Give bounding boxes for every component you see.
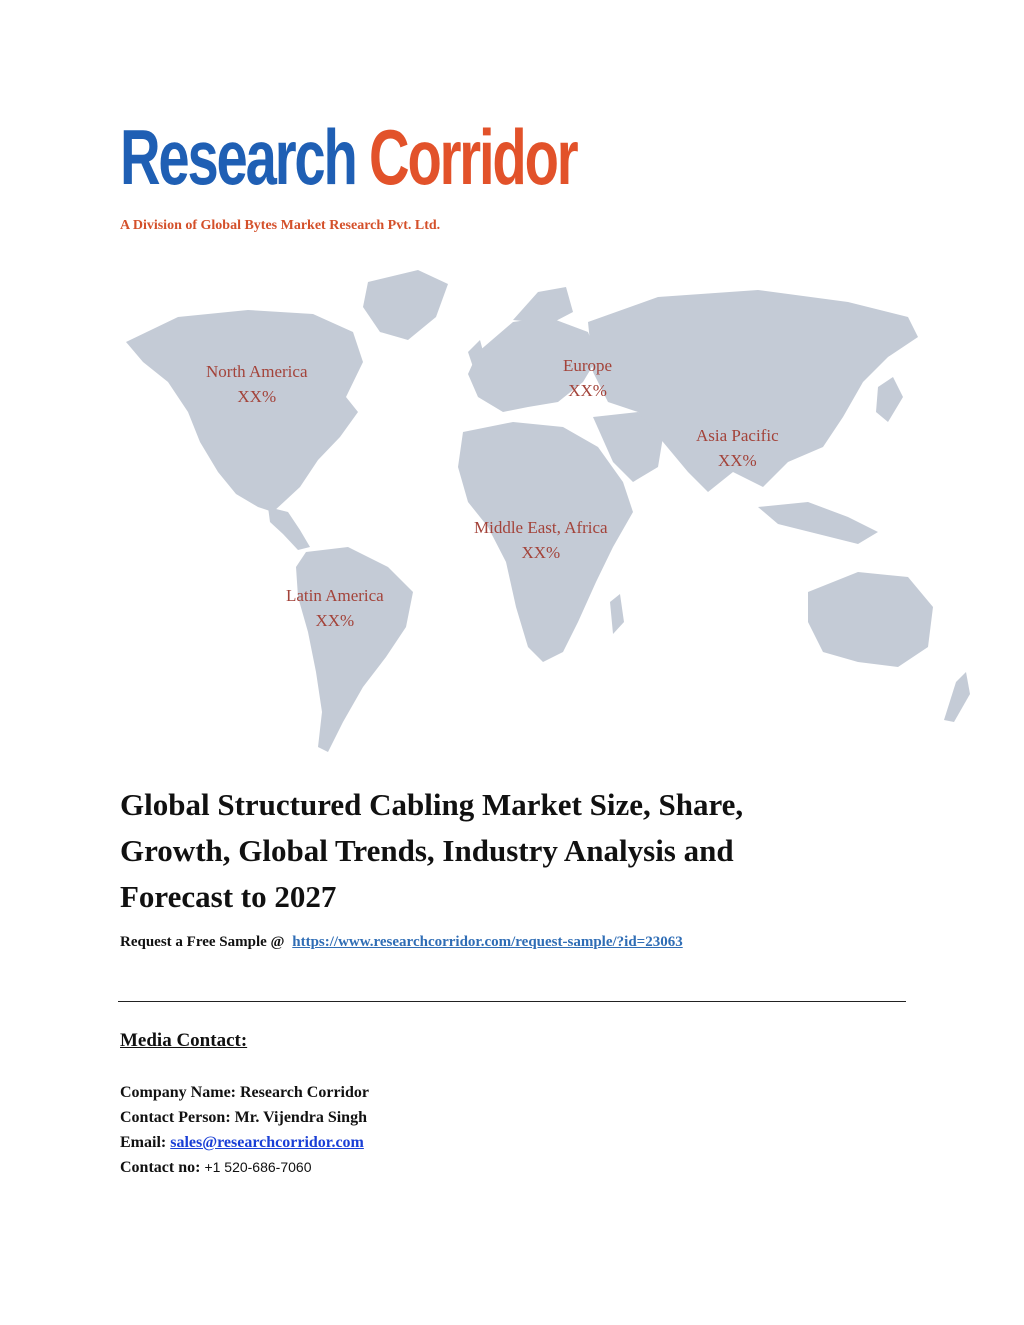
sample-request-link[interactable]: https://www.researchcorridor.com/request-sample/?id=23063 (292, 934, 683, 950)
logo-tagline: A Division of Global Bytes Market Research Pvt. Ltd. (120, 218, 441, 233)
email-link[interactable]: sales@researchcorridor.com (170, 1134, 364, 1151)
company-name-row (120, 1080, 369, 1105)
region-middle-east-africa (474, 516, 608, 565)
contact-person-row (120, 1105, 369, 1130)
region-name: Europe (563, 356, 613, 375)
region-europe (563, 354, 612, 403)
contact-person-value: Mr. Vijendra Singh (234, 1109, 367, 1126)
free-sample-line (120, 934, 683, 951)
region-latin-america (286, 584, 384, 633)
logo-word-corridor: Corridor (369, 113, 577, 201)
region-value: XX% (568, 380, 607, 400)
company-logo (120, 113, 577, 234)
phone-row (120, 1155, 369, 1180)
region-value: XX% (521, 542, 561, 562)
logo-wordmark (120, 113, 577, 201)
free-sample-label: Request a Free Sample @ (120, 934, 285, 950)
phone-value: +1 520-686-7060 (204, 1159, 312, 1175)
region-name: Middle East, Africa (474, 518, 608, 537)
media-contact-details (120, 1080, 369, 1180)
email-row (120, 1130, 369, 1155)
phone-label: Contact no: (120, 1159, 201, 1176)
region-name: Latin America (286, 586, 384, 605)
company-name-label: Company Name: (120, 1084, 236, 1101)
email-label: Email: (120, 1134, 167, 1151)
media-contact-heading: Media Contact: (120, 1030, 248, 1051)
region-value: XX% (237, 386, 277, 406)
region-asia-pacific (696, 424, 779, 473)
world-map (118, 262, 978, 762)
region-value: XX% (315, 610, 355, 630)
contact-person-label: Contact Person: (120, 1109, 231, 1126)
world-map-icon (118, 262, 978, 762)
region-name: Asia Pacific (696, 426, 779, 445)
region-name: North America (206, 362, 308, 381)
section-divider (118, 1001, 906, 1002)
region-north-america (206, 360, 308, 409)
report-title: Global Structured Cabling Market Size, Share, Growth, Global Trends, Industry Analysis and Forecast to 2027 (120, 787, 744, 914)
logo-word-research: Research (120, 113, 356, 201)
region-value: XX% (717, 450, 757, 470)
company-name-value: Research Corridor (240, 1084, 369, 1101)
